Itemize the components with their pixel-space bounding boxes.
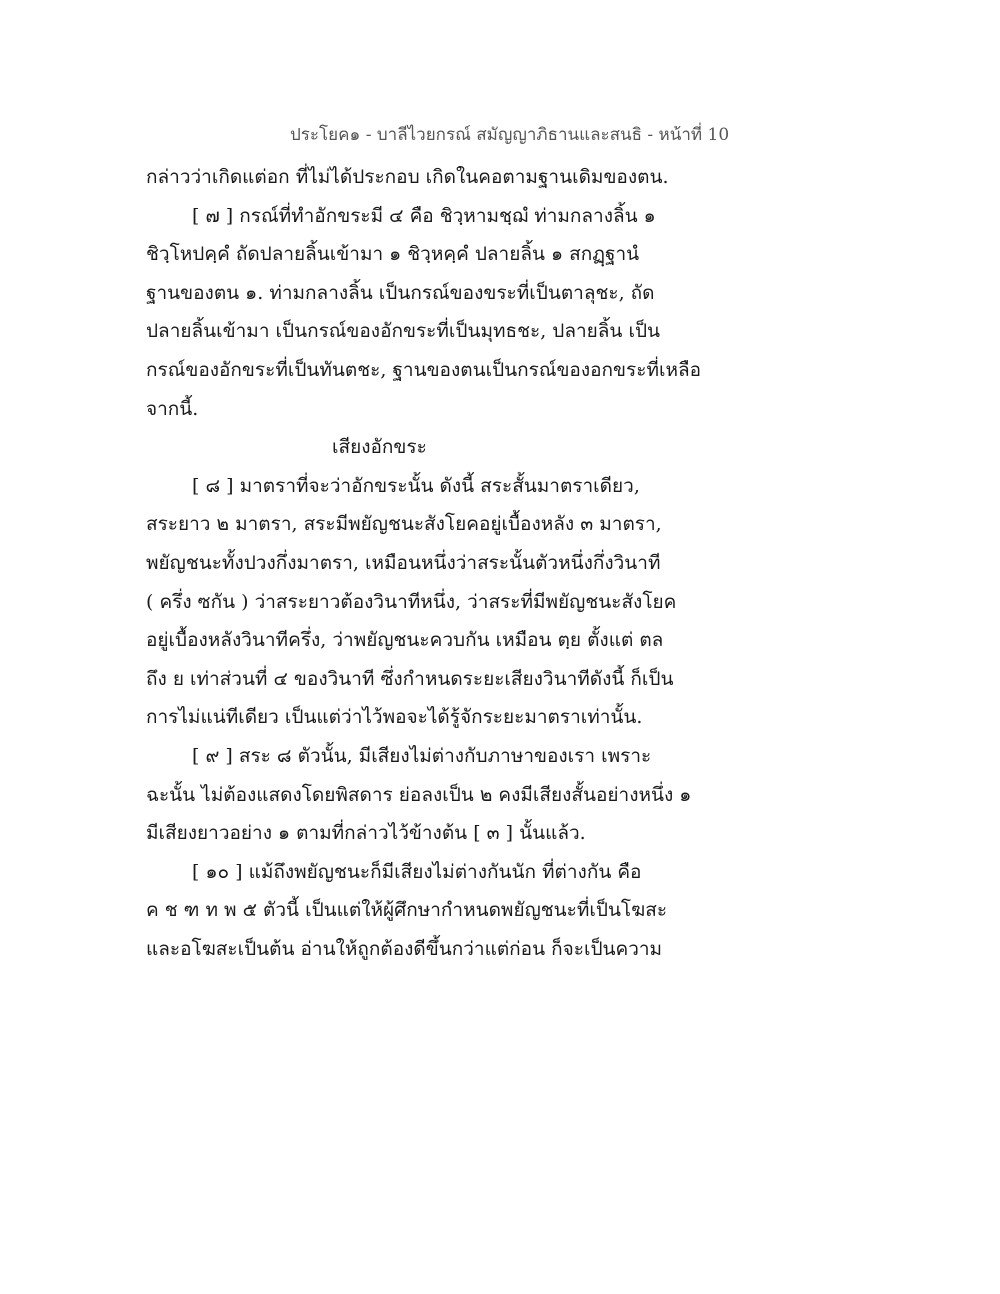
paragraph-8-start: [ ๘ ] มาตราที่จะว่าอักขระนั้น ดังนี้ สระสั้นมาตราเดียว,	[192, 474, 640, 497]
text-line: กล่าวว่าเกิดแต่อก ที่ไม่ได้ประกอบ เกิดในคอตามฐานเดิมของตน.	[146, 166, 669, 188]
paragraph-7-start: [ ๗ ] กรณ์ที่ทำอักขระมี ๔ คือ ชิวฺหามชฺฌํ ท่ามกลางลิ้น ๑	[192, 204, 656, 227]
text-line: กรณ์ของอักขระที่เป็นทันตชะ, ฐานของตนเป็นกรณ์ของอกขระที่เหลือ	[146, 358, 702, 381]
paragraph-9-start: [ ๙ ] สระ ๘ ตัวนั้น, มีเสียงไม่ต่างกับภาษาของเรา เพราะ	[192, 744, 652, 767]
text-line: อยู่เบื้องหลังวินาทีครึ่ง, ว่าพยัญชนะควบกัน เหมือน ตฺย ตั้งแต่ ตล	[146, 629, 664, 652]
text-line: ฉะนั้น ไม่ต้องแสดงโดยพิสดาร ย่อลงเป็น ๒ คงมีเสียงสั้นอย่างหนึ่ง ๑	[146, 783, 692, 806]
text-line: ( ครึ่ง ซกัน ) ว่าสระยาวต้องวินาทีหนึ่ง, ว่าสระที่มีพยัญชนะสังโยค	[146, 590, 677, 613]
text-line: การไม่แน่ทีเดียว เป็นแต่ว่าไว้พอจะได้รู้จักระยะมาตราเท่านั้น.	[146, 706, 643, 729]
text-line: ค ช ฑ ท พ ๕ ตัวนี้ เป็นแต่ให้ผู้ศึกษากำหนดพยัญชนะที่เป็นโฆสะ	[146, 899, 668, 922]
paragraph-10-start: [ ๑๐ ] แม้ถึงพยัญชนะก็มีเสียงไม่ต่างกันนัก ที่ต่างกัน คือ	[192, 860, 642, 883]
text-line: ปลายลิ้นเข้ามา เป็นกรณ์ของอักขระที่เป็นมุทธชะ, ปลายลิ้น เป็น	[146, 320, 661, 343]
text-line: และอโฆสะเป็นต้น อ่านให้ถูกต้องดีขึ้นกว่าแต่ก่อน ก็จะเป็นความ	[146, 937, 663, 960]
running-header: ประโยค๑ - บาลีไวยกรณ์ สมัญญาภิธานและสนธิ - หน้าที่ 10	[290, 125, 730, 145]
text-line: มีเสียงยาวอย่าง ๑ ตามที่กล่าวไว้ข้างต้น [ ๓ ] นั้นแล้ว.	[146, 822, 586, 845]
text-line: ถึง ย เท่าส่วนที่ ๔ ของวินาที ซึ่งกำหนดระยะเสียงวินาทีดังนี้ ก็เป็น	[146, 667, 674, 690]
section-heading: เสียงอักขระ	[332, 436, 427, 459]
text-line: ฐานของตน ๑. ท่ามกลางลิ้น เป็นกรณ์ของขระที่เป็นตาลุชะ, ถัด	[146, 281, 655, 304]
text-line: จากนี้.	[146, 397, 199, 420]
text-line: ชิวฺโหปคฺคํ ถัดปลายลิ้นเข้ามา ๑ ชิวฺหคฺคํ ปลายลิ้น ๑ สกฏฺฐานํ	[146, 243, 640, 266]
text-line: พยัญชนะทั้งปวงกึ่งมาตรา, เหมือนหนึ่งว่าสระนั้นตัวหนึ่งกึ่งวินาที	[146, 551, 661, 574]
text-line: สระยาว ๒ มาตรา, สระมีพยัญชนะสังโยคอยู่เบื้องหลัง ๓ มาตรา,	[146, 513, 662, 536]
body-text	[146, 158, 706, 968]
